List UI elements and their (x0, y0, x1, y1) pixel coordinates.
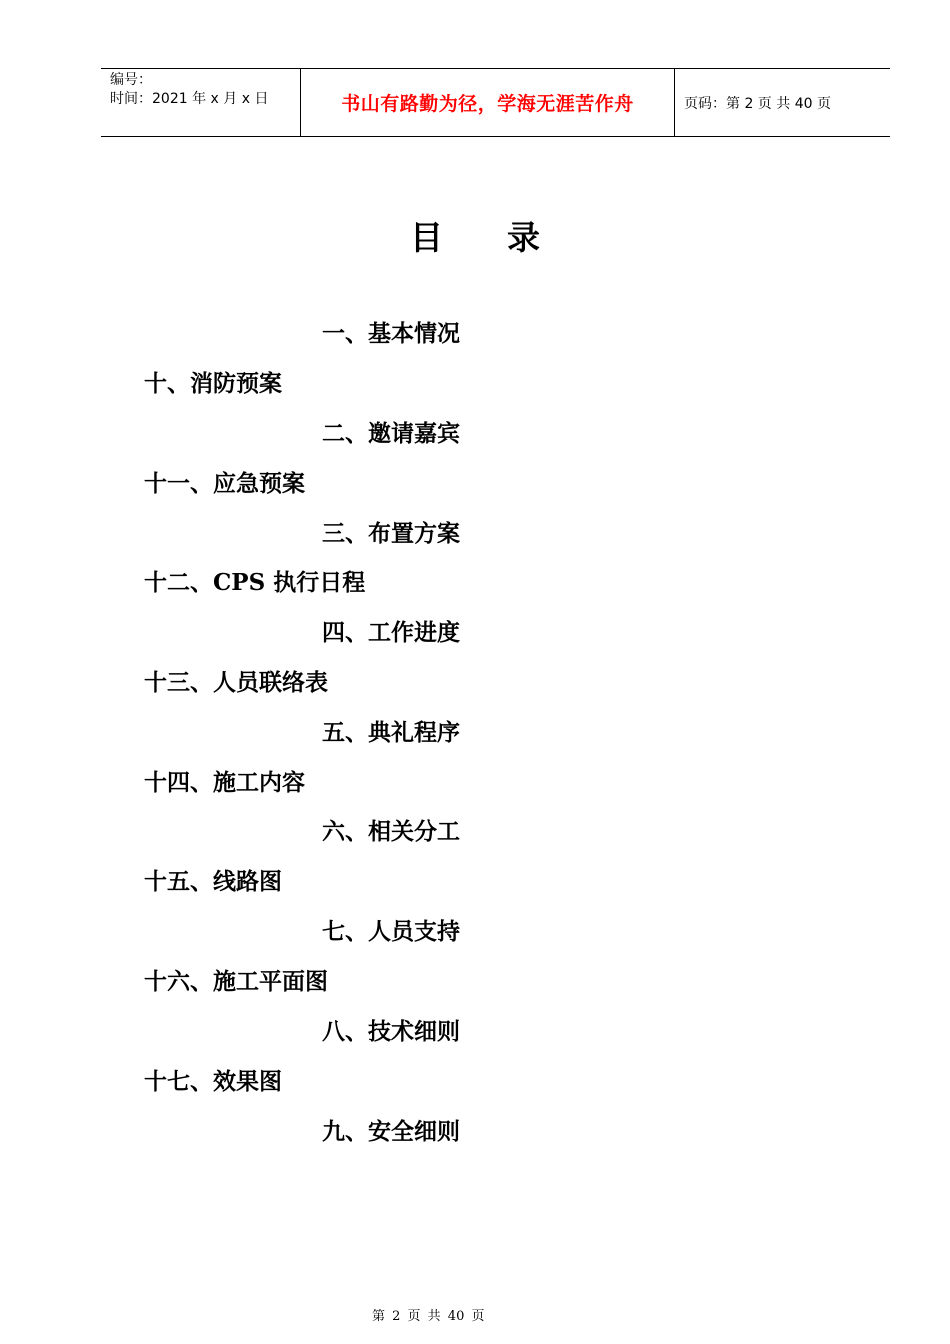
toc-item[interactable]: 七、人员支持 (322, 918, 460, 945)
toc-item[interactable]: 四、工作进度 (322, 619, 460, 646)
toc-item[interactable]: 六、相关分工 (322, 818, 460, 845)
toc-item[interactable]: 五、典礼程序 (322, 719, 460, 746)
toc-item[interactable]: 十、消防预案 (144, 370, 282, 397)
toc-item[interactable]: 一、基本情况 (322, 320, 460, 347)
page-header (101, 68, 890, 137)
toc-item[interactable]: 十六、施工平面图 (144, 968, 328, 995)
page-title: 目录 (410, 218, 604, 257)
toc-item[interactable]: 二、邀请嘉宾 (322, 420, 460, 447)
toc-item[interactable]: 十三、人员联络表 (144, 669, 328, 696)
header-meta (101, 69, 301, 136)
toc-item[interactable]: 十二、CPS 执行日程 (144, 569, 366, 596)
time-label: 时间：2021 年 x 月 x 日 (110, 91, 269, 107)
toc-item[interactable]: 三、布置方案 (322, 520, 460, 547)
toc-item[interactable]: 十七、效果图 (144, 1068, 282, 1095)
number-label: 编号： (110, 72, 152, 88)
page-footer: 第 2 页 共 40 页 (372, 1309, 485, 1324)
header-page-code: 页码：第 2 页 共 40 页 (684, 95, 831, 112)
header-motto: 书山有路勤为径，学海无涯苦作舟 (301, 69, 675, 136)
toc-item[interactable]: 十四、施工内容 (144, 769, 305, 796)
toc-item[interactable]: 十一、应急预案 (144, 470, 305, 497)
toc-item[interactable]: 九、安全细则 (322, 1118, 460, 1145)
toc-item[interactable]: 八、技术细则 (322, 1018, 460, 1045)
toc-item[interactable]: 十五、线路图 (144, 868, 282, 895)
